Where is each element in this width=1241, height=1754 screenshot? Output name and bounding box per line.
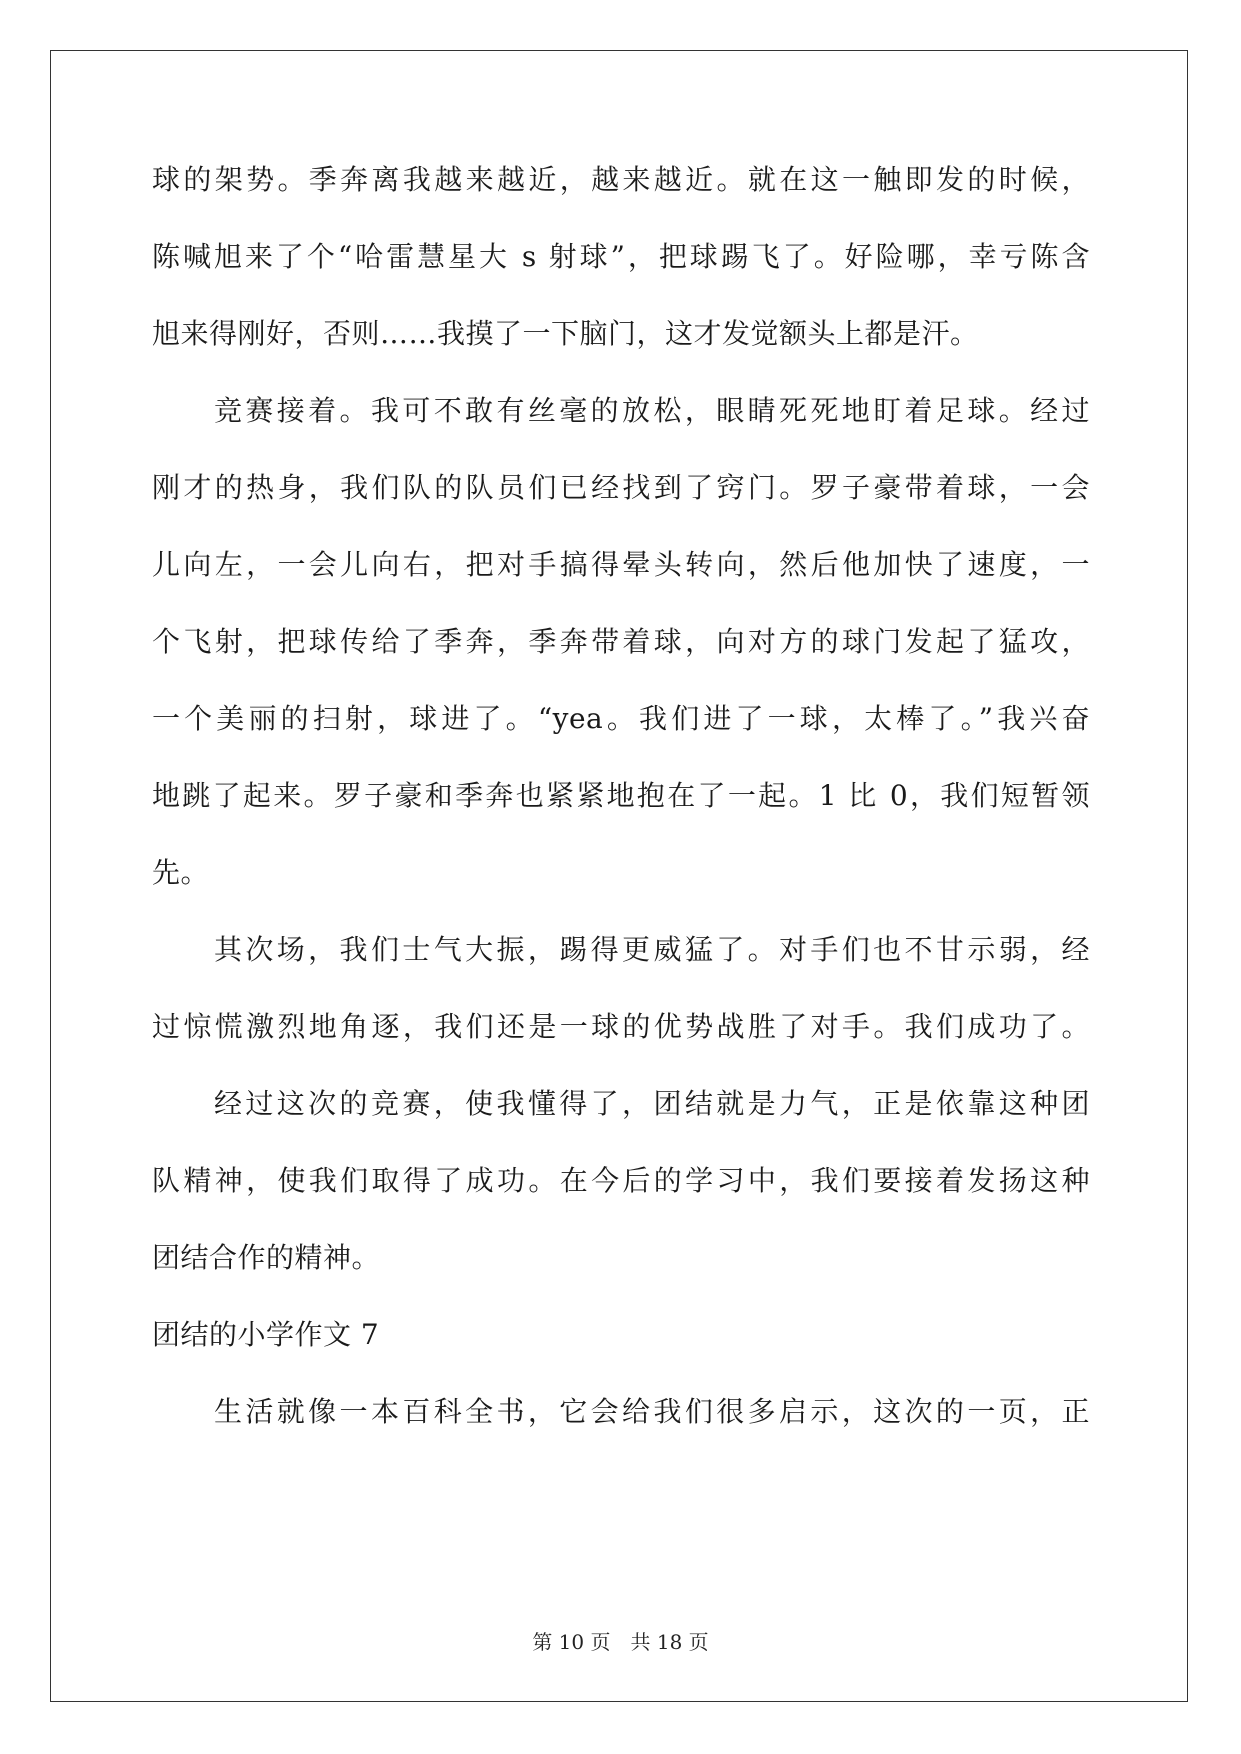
text-line: 旭来得刚好，否则……我摸了一下脑门，这才发觉额头上都是汗。	[152, 317, 979, 350]
text-line: 一个美丽的扫射，球进了。“yea。我们进了一球，太棒了。”我兴奋	[152, 702, 1090, 735]
text-line: 地跳了起来。罗子豪和季奔也紧紧地抱在了一起。1 比 0，我们短暂领	[152, 779, 1090, 812]
text-line: 先。	[152, 856, 210, 889]
text-line: 陈喊旭来了个“哈雷慧星大 s 射球”，把球踢飞了。好险哪，幸亏陈含	[152, 240, 1090, 273]
paragraph-start-line: 经过这次的竞赛，使我懂得了，团结就是力气，正是依靠这种团	[214, 1087, 1090, 1120]
text-line: 儿向左，一会儿向右，把对手搞得晕头转向，然后他加快了速度，一	[152, 548, 1090, 581]
text-line: 个飞射，把球传给了季奔，季奔带着球，向对方的球门发起了猛攻，	[152, 625, 1090, 658]
paragraph-start-line: 生活就像一本百科全书，它会给我们很多启示，这次的一页，正	[214, 1395, 1090, 1428]
page-number: 第 10 页 共 18 页	[532, 1630, 709, 1654]
text-line: 队精神，使我们取得了成功。在今后的学习中，我们要接着发扬这种	[152, 1164, 1090, 1197]
section-heading: 团结的小学作文 7	[152, 1318, 380, 1351]
document-body	[152, 162, 1090, 1471]
text-line: 团结合作的精神。	[152, 1241, 381, 1274]
paragraph-start-line: 其次场，我们士气大振，踢得更威猛了。对手们也不甘示弱，经	[214, 933, 1090, 966]
text-line: 刚才的热身，我们队的队员们已经找到了窍门。罗子豪带着球，一会	[152, 471, 1090, 504]
paragraph-start-line: 竞赛接着。我可不敢有丝毫的放松，眼睛死死地盯着足球。经过	[214, 394, 1090, 427]
text-line: 球的架势。季奔离我越来越近，越来越近。就在这一触即发的时候，	[152, 163, 1090, 196]
text-line: 过惊慌激烈地角逐，我们还是一球的优势战胜了对手。我们成功了。	[152, 1010, 1090, 1043]
